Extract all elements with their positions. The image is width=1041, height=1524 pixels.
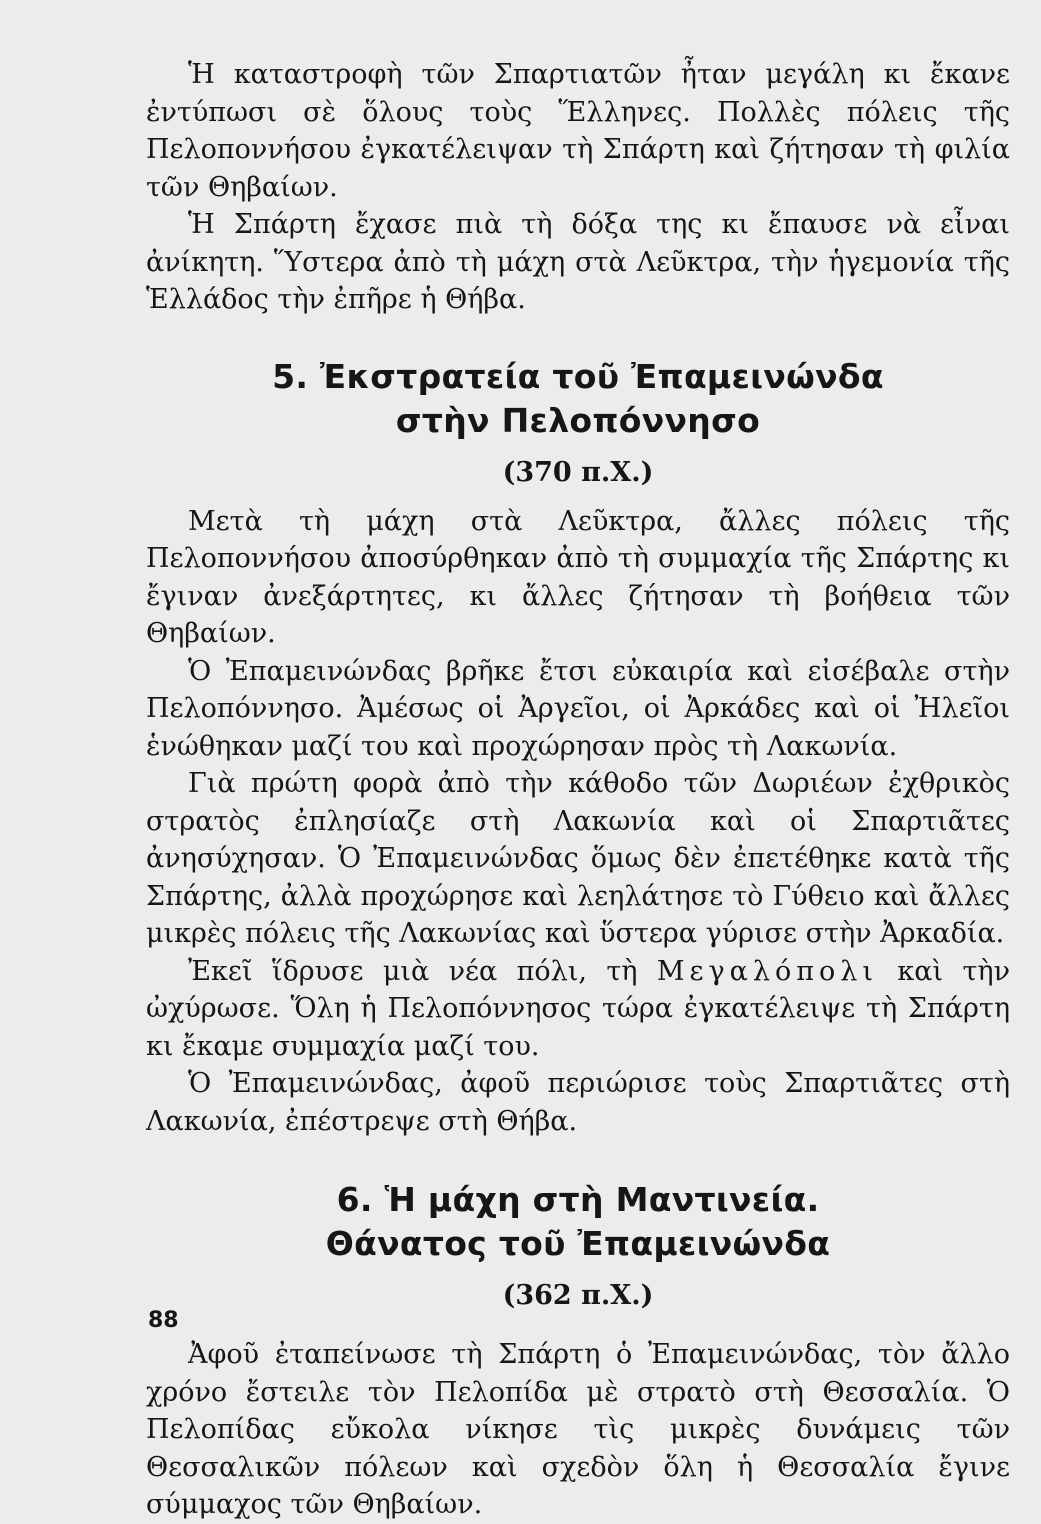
section-5-heading-line-1: 5. Ἐκστρατεία τοῦ Ἐπαμεινώνδα xyxy=(272,356,884,396)
section-6-heading-line-2: Θάνατος τοῦ Ἐπαμεινώνδα xyxy=(325,1224,831,1263)
section-5-heading-line-2: στὴν Πελοπόννησο xyxy=(395,400,761,440)
intro-paragraph-2: Ἡ Σπάρτη ἔχασε πιὰ τὴ δόξα της κι ἔπαυσε νὰ εἶναι ἀνίκητη. Ὕστερα ἀπὸ τὴ μάχη στὰ Λεῦκτρα, τὴν ἡγεμονία τῆς Ἑλλάδος τὴν ἐπῆρε ἡ Θήβα. xyxy=(146,209,1010,315)
section-6-paragraph-1: Ἀφοῦ ἐταπείνωσε τὴ Σπάρτη ὁ Ἐπαμεινώνδας, τὸν ἄλλο χρόνο ἔστειλε τὸν Πελοπίδα μὲ στρατὸ στὴ Θεσσαλία. Ὁ Πελοπίδας εὔκολα νίκησε τὶς μικρὲς δυνάμεις τῶν Θεσσαλικῶν πόλεων καὶ σχεδὸν ὅλη ἡ Θεσσαλία ἔγινε σύμμαχος τῶν Θηβαίων. xyxy=(146,1339,1010,1520)
section-5-paragraph-2: Ὁ Ἐπαμεινώνδας βρῆκε ἔτσι εὐκαιρία καὶ εἰσέβαλε στὴν Πελοπόννησο. Ἀμέσως οἱ Ἀργεῖοι, οἱ Ἀρκάδες καὶ οἱ Ἠλεῖοι ἑνώθηκαν μαζί του καὶ προχώρησαν πρὸς τὴ Λακωνία. xyxy=(146,655,1010,762)
intro-paragraph-1: Ἡ καταστροφὴ τῶν Σπαρτιατῶν ἦταν μεγάλη κι ἔκανε ἐντύπωσι σὲ ὅλους τοὺς Ἕλληνες. Πολλὲς πόλεις τῆς Πελοποννήσου ἐγκατέλειψαν τὴ Σπάρτη καὶ ζήτησαν τὴ φιλία τῶν Θηβαίων. xyxy=(146,59,1010,203)
section-6-date: (362 π.Χ.) xyxy=(502,1280,654,1311)
section-5-date: (370 π.Χ.) xyxy=(502,456,654,488)
megalopoli-emphasis: Μεγαλόπολι xyxy=(656,955,878,987)
section-6 xyxy=(146,1178,1010,1524)
section-5-paragraph-4-end: καὶ τὴν ὠχύρωσε. Ὅλη ἡ Πελοπόννησος τώρα ἐγκατέλειψε τὴ Σπάρτη κι ἔκαμε συμμαχία μαζί του. xyxy=(146,955,1011,1062)
section-5-paragraph-4 xyxy=(146,953,1010,1066)
section-5 xyxy=(146,355,1010,1141)
section-5-paragraph-5: Ὁ Ἐπαμεινώνδας, ἀφοῦ περιώρισε τοὺς Σπαρτιᾶτες στὴ Λακωνία, ἐπέστρεψε στὴ Θήβα. xyxy=(146,1068,1010,1137)
section-5-paragraph-4-start: Ἐκεῖ ἵδρυσε μιὰ νέα πόλι, τὴ xyxy=(188,955,657,987)
section-6-heading-line-1: 6. Ἡ μάχη στὴ Μαντινεία. xyxy=(336,1180,820,1219)
section-5-paragraph-3: Γιὰ πρώτη φορὰ ἀπὸ τὴν κάθοδο τῶν Δωριέων ἐχθρικὸς στρατὸς ἐπλησίαζε στὴ Λακωνία καὶ οἱ Σπαρτιᾶτες ἀνησύχησαν. Ὁ Ἐπαμεινώνδας ὅμως δὲν ἐπετέθηκε κατὰ τῆς Σπάρτης, ἀλλὰ προχώρησε καὶ λεηλάτησε τὸ Γύθειο καὶ ἄλλες μικρὲς πόλεις τῆς Λακωνίας καὶ ὕστερα γύρισε στὴν Ἀρκαδία. xyxy=(146,768,1010,949)
book-page xyxy=(146,56,1010,1524)
section-5-paragraph-1: Μετὰ τὴ μάχη στὰ Λεῦκτρα, ἄλλες πόλεις τῆς Πελοποννήσου ἀποσύρθηκαν ἀπὸ τὴ συμμαχία τῆς Σπάρτης κι ἔγιναν ἀνεξάρτητες, κι ἄλλες ζήτησαν τὴ βοήθεια τῶν Θηβαίων. xyxy=(146,505,1010,649)
page-number: 88 xyxy=(148,1308,179,1333)
